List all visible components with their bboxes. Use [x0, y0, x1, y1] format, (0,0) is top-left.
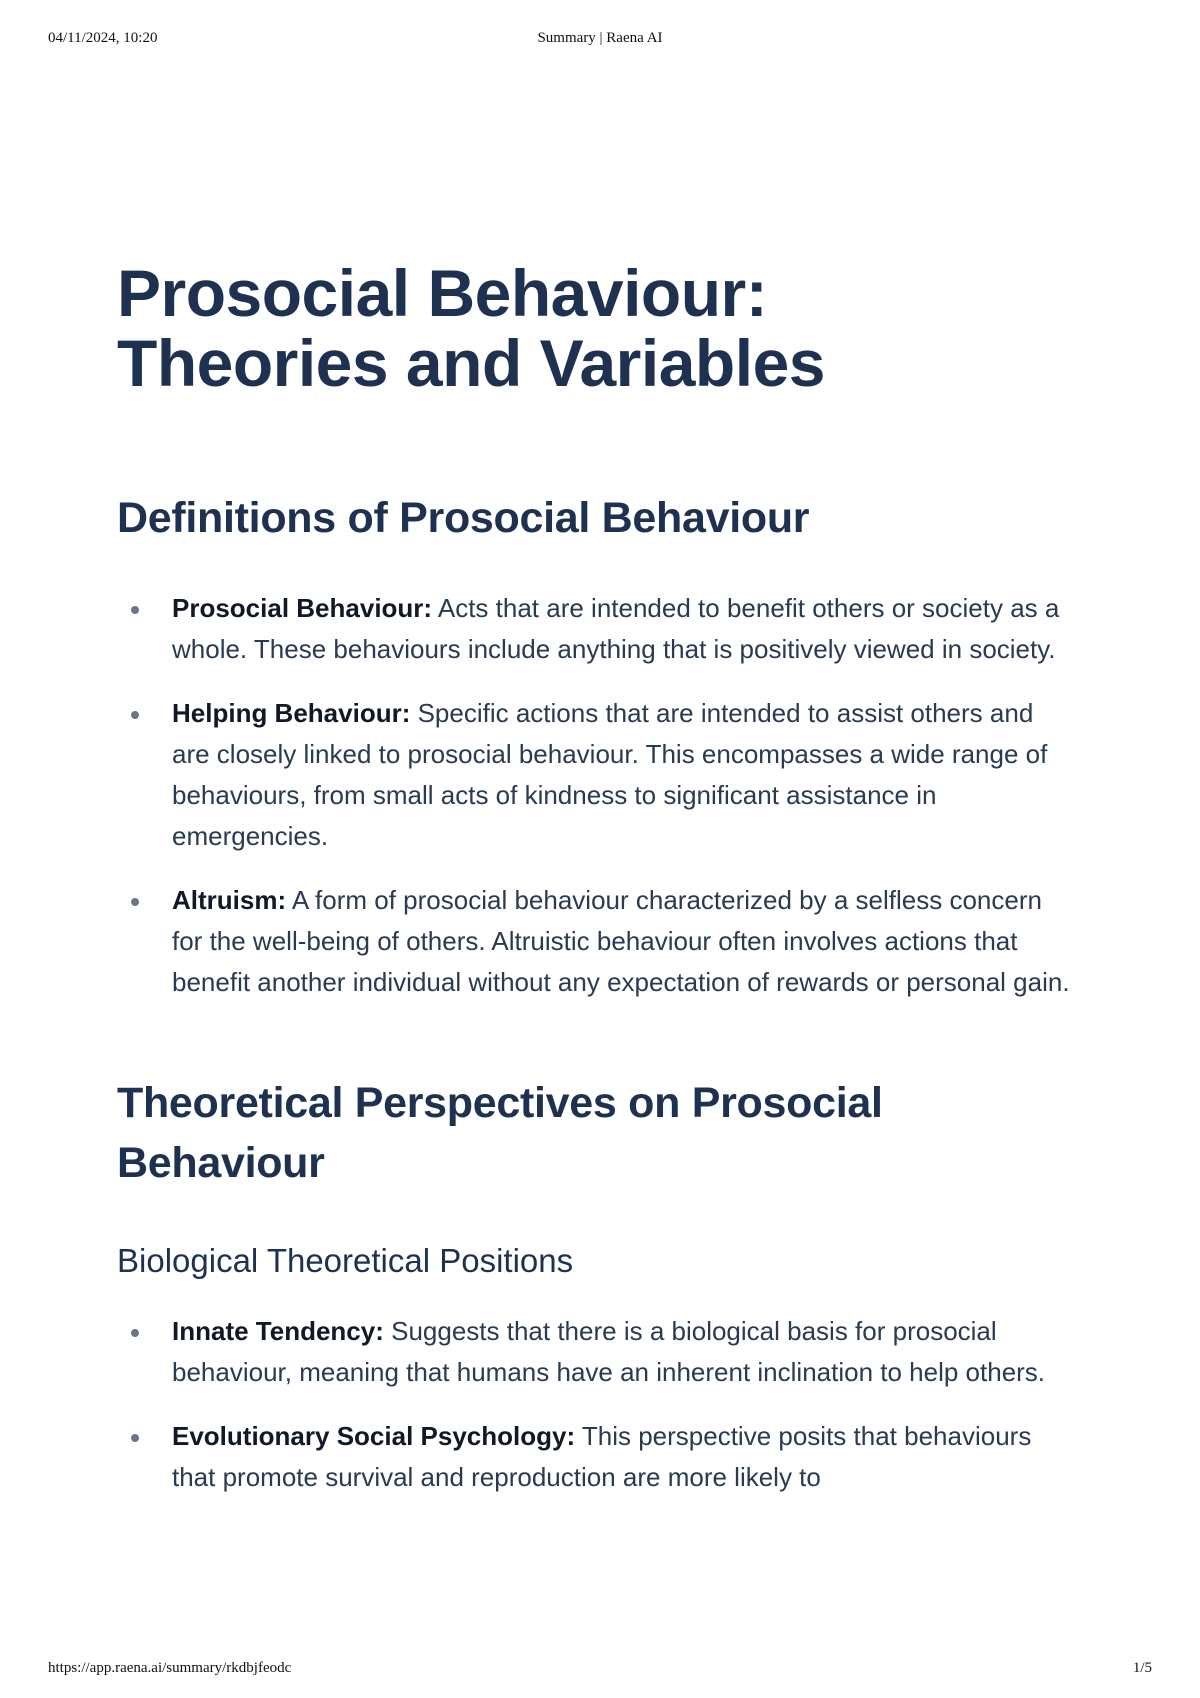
list-item: [117, 693, 1077, 857]
print-page-number: 1/5: [1132, 1660, 1152, 1676]
bullet-icon: [131, 1434, 139, 1442]
section-heading-definitions: Definitions of Prosocial Behaviour: [117, 494, 810, 542]
biological-positions-list: [117, 1311, 1077, 1498]
list-item-text: Specific actions that are intended to assist others and are closely linked to prosocial behaviour. This encompasses a wide range of behaviours, from small acts of kindness to significant assistance in emergencies.: [172, 698, 1048, 851]
list-item: [117, 1311, 1077, 1393]
print-url: https://app.raena.ai/summary/rkdbjfeodc: [48, 1660, 292, 1676]
definitions-list: [117, 588, 1077, 1003]
list-item-text: Acts that are intended to benefit others or society as a whole. These behaviours include anything that is positively viewed in society.: [172, 593, 1060, 664]
document-title-line2: Theories and Variables: [117, 326, 825, 400]
section-heading-theoretical-perspectives: Theoretical Perspectives on Prosocial Behaviour: [117, 1079, 883, 1187]
list-item-term: Helping Behaviour:: [172, 698, 411, 728]
list-item-term: Prosocial Behaviour:: [172, 593, 433, 623]
print-datetime: 04/11/2024, 10:20: [48, 30, 158, 46]
list-item: [117, 880, 1077, 1003]
document-title: [117, 258, 1077, 398]
bullet-icon: [131, 606, 139, 614]
bullet-icon: [131, 1329, 139, 1337]
bullet-icon: [131, 898, 139, 906]
print-footer: [0, 1660, 1200, 1684]
subsection-heading-biological: Biological Theoretical Positions: [117, 1242, 574, 1279]
bullet-icon: [131, 711, 139, 719]
list-item-text: Suggests that there is a biological basis for prosocial behaviour, meaning that humans have an inherent inclination to help others.: [172, 1316, 1046, 1387]
print-page-title: Summary | Raena AI: [537, 30, 663, 46]
list-item-term: Innate Tendency:: [172, 1316, 384, 1346]
print-header: [0, 30, 1200, 54]
list-item-text: A form of prosocial behaviour characterized by a selfless concern for the well-being of others. Altruistic behaviour often involves actions that benefit another individual without any expectation of rewards or personal gain.: [172, 885, 1070, 997]
list-item: [117, 588, 1077, 670]
document-title-line1: Prosocial Behaviour:: [117, 256, 768, 330]
list-item-text: This perspective posits that behaviours that promote survival and reproduction are more likely to: [172, 1421, 1032, 1492]
list-item-term: Evolutionary Social Psychology:: [172, 1421, 576, 1451]
list-item-term: Altruism:: [172, 885, 287, 915]
document-body: [117, 258, 1077, 1521]
list-item: [117, 1416, 1077, 1498]
